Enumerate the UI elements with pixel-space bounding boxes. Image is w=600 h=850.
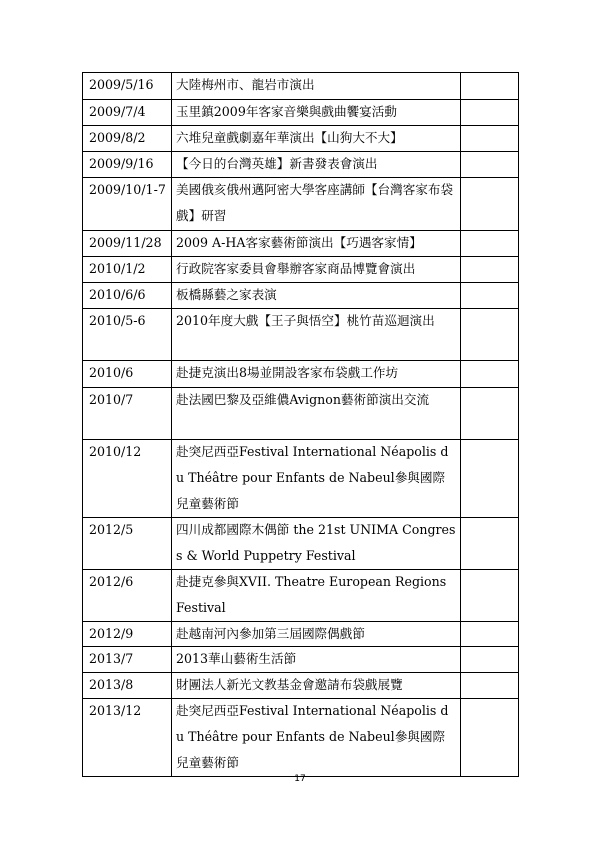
date-cell-text: 2009/5/16 <box>89 77 154 92</box>
date-cell <box>83 518 172 570</box>
date-cell-text: 2009/9/16 <box>89 156 154 171</box>
date-cell-text: 2012/9 <box>89 626 134 641</box>
table-row <box>83 699 519 777</box>
date-cell <box>83 283 172 309</box>
table-row <box>83 622 519 647</box>
date-cell-text: 2013/7 <box>89 651 134 666</box>
date-cell <box>83 622 172 647</box>
description-cell <box>172 100 461 126</box>
events-table-body <box>83 73 519 777</box>
table-row <box>83 178 519 231</box>
blank-cell <box>461 388 519 440</box>
description-cell <box>172 152 461 178</box>
description-cell-text: 板橋縣藝之家表演 <box>176 287 277 302</box>
table-row <box>83 100 519 126</box>
date-cell-text: 2013/12 <box>89 703 142 718</box>
description-cell-text: 赴捷克演出8場並開設客家布袋戲工作坊 <box>176 365 399 380</box>
blank-cell <box>461 309 519 361</box>
table-row <box>83 518 519 570</box>
table-row <box>83 570 519 622</box>
date-cell <box>83 231 172 257</box>
date-cell <box>83 178 172 231</box>
description-cell-text: 赴捷克參與XVII. Theatre European Regions Festival <box>176 574 447 615</box>
description-cell <box>172 518 461 570</box>
description-cell-text: 大陸梅州市、龍岩市演出 <box>176 77 315 92</box>
blank-cell <box>461 73 519 100</box>
date-cell-text: 2010/6 <box>89 365 134 380</box>
description-cell <box>172 231 461 257</box>
date-cell <box>83 699 172 777</box>
events-table <box>82 72 519 777</box>
table-row <box>83 361 519 388</box>
description-cell-text: 財團法人新光文教基金會邀請布袋戲展覽 <box>176 677 403 692</box>
date-cell <box>83 570 172 622</box>
table-row <box>83 283 519 309</box>
description-cell <box>172 257 461 283</box>
description-cell-text: 2010年度大戲【王子與悟空】桃竹苗巡迴演出 <box>176 313 435 328</box>
description-cell <box>172 699 461 777</box>
description-cell-text: 赴突尼西亞Festival International Néapolis du Théâtre pour Enfants de Nabeul參與國際兒童藝術節 <box>176 444 449 511</box>
blank-cell <box>461 257 519 283</box>
date-cell <box>83 126 172 152</box>
blank-cell <box>461 570 519 622</box>
description-cell <box>172 570 461 622</box>
description-cell-text: 【今日的台灣英雄】新書發表會演出 <box>176 156 378 171</box>
description-cell-text: 四川成都國際木偶節 the 21st UNIMA Congress & World Puppetry Festival <box>176 522 456 563</box>
description-cell <box>172 622 461 647</box>
date-cell <box>83 361 172 388</box>
date-cell-text: 2010/12 <box>89 444 142 459</box>
description-cell-text: 玉里鎮2009年客家音樂與戲曲饗宴活動 <box>176 104 397 119</box>
description-cell-text: 2013華山藝術生活節 <box>176 651 297 666</box>
description-cell <box>172 178 461 231</box>
blank-cell <box>461 699 519 777</box>
table-row <box>83 440 519 518</box>
date-cell <box>83 388 172 440</box>
description-cell-text: 赴突尼西亞Festival International Néapolis du Théâtre pour Enfants de Nabeul參與國際兒童藝術節 <box>176 703 449 770</box>
date-cell-text: 2012/5 <box>89 522 134 537</box>
date-cell <box>83 440 172 518</box>
description-cell-text: 赴越南河內參加第三屆國際偶戲節 <box>176 626 365 641</box>
description-cell-text: 行政院客家委員會舉辦客家商品博覽會演出 <box>176 261 416 276</box>
table-row <box>83 673 519 699</box>
blank-cell <box>461 178 519 231</box>
table-row <box>83 257 519 283</box>
table-row <box>83 126 519 152</box>
description-cell-text: 赴法國巴黎及亞維儂Avignon藝術節演出交流 <box>176 392 430 407</box>
blank-cell <box>461 283 519 309</box>
table-row <box>83 231 519 257</box>
description-cell <box>172 361 461 388</box>
date-cell-text: 2010/5-6 <box>89 313 146 328</box>
blank-cell <box>461 126 519 152</box>
description-cell <box>172 126 461 152</box>
page-number: 17 <box>294 774 306 784</box>
date-cell-text: 2009/8/2 <box>89 130 146 145</box>
date-cell <box>83 73 172 100</box>
date-cell-text: 2012/6 <box>89 574 134 589</box>
blank-cell <box>461 361 519 388</box>
blank-cell <box>461 152 519 178</box>
description-cell <box>172 283 461 309</box>
date-cell-text: 2009/11/28 <box>89 235 162 250</box>
description-cell <box>172 673 461 699</box>
description-cell-text: 六堆兒童戲劇嘉年華演出【山狗大不大】 <box>176 130 403 145</box>
blank-cell <box>461 440 519 518</box>
blank-cell <box>461 100 519 126</box>
date-cell <box>83 647 172 673</box>
blank-cell <box>461 673 519 699</box>
blank-cell <box>461 622 519 647</box>
date-cell <box>83 152 172 178</box>
table-row <box>83 388 519 440</box>
table-row <box>83 647 519 673</box>
description-cell-text: 2009 A-HA客家藝術節演出【巧遇客家情】 <box>176 235 422 250</box>
date-cell-text: 2010/7 <box>89 392 134 407</box>
description-cell <box>172 309 461 361</box>
date-cell-text: 2009/7/4 <box>89 104 146 119</box>
description-cell <box>172 388 461 440</box>
date-cell <box>83 100 172 126</box>
date-cell <box>83 309 172 361</box>
table-row <box>83 309 519 361</box>
date-cell-text: 2009/10/1-7 <box>89 182 166 197</box>
date-cell-text: 2013/8 <box>89 677 134 692</box>
table-row <box>83 73 519 100</box>
description-cell <box>172 73 461 100</box>
blank-cell <box>461 518 519 570</box>
date-cell-text: 2010/1/2 <box>89 261 146 276</box>
description-cell <box>172 440 461 518</box>
description-cell <box>172 647 461 673</box>
blank-cell <box>461 231 519 257</box>
date-cell <box>83 257 172 283</box>
date-cell-text: 2010/6/6 <box>89 287 146 302</box>
blank-cell <box>461 647 519 673</box>
date-cell <box>83 673 172 699</box>
description-cell-text: 美國俄亥俄州邁阿密大學客座講師【台灣客家布袋戲】研習 <box>176 182 454 223</box>
table-row <box>83 152 519 178</box>
